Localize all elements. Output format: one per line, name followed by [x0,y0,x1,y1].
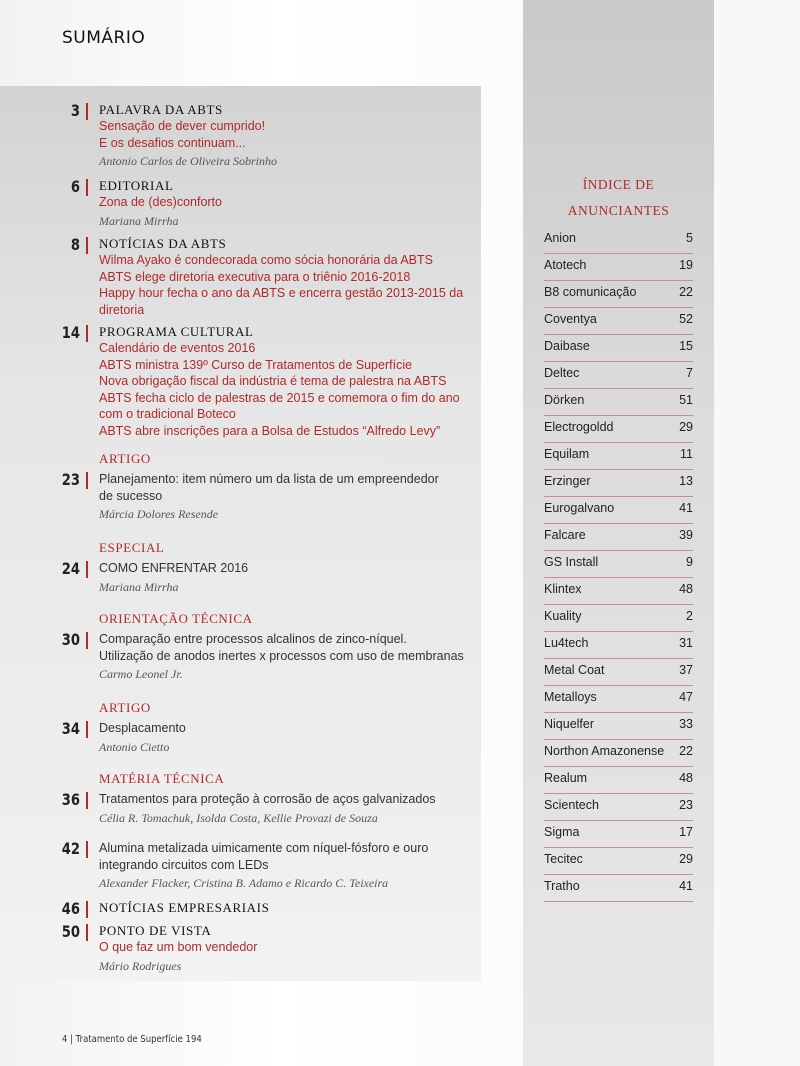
advertiser-row[interactable] [544,523,693,551]
advertiser-page: 22 [679,285,693,299]
toc-page-number: 30 [61,630,80,649]
toc-author: Célia R. Tomachuk, Isolda Costa, Kellie Provazi de Souza [99,810,378,825]
toc-author: Alexander Flacker, Cristina B. Adamo e Ricardo C. Teixeira [99,876,389,890]
advertiser-name: Daibase [544,339,590,353]
advertiser-name: Anion [544,231,576,245]
toc-entry-body [99,324,474,439]
advertiser-page: 23 [679,798,693,812]
page-title: SUMÁRIO [62,28,146,48]
toc-article-title[interactable]: integrando circuitos com LEDs [99,857,269,872]
toc-article-title[interactable]: Comparação entre processos alcalinos de zinco-níquel. [99,632,407,646]
toc-page-number: 46 [61,899,80,918]
advertiser-page: 33 [679,717,693,731]
advertiser-row[interactable] [544,415,693,443]
toc-divider-bar [86,632,88,649]
advertiser-page: 31 [679,636,693,650]
advertiser-row[interactable] [544,820,693,848]
advertiser-row[interactable] [544,361,693,389]
advertiser-name: Deltec [544,366,580,380]
toc-divider-bar [86,237,88,254]
toc-page-number: 14 [61,323,80,342]
advertiser-page: 47 [679,690,693,704]
advertisers-title-line: ÍNDICE DE [582,177,655,192]
toc-divider-bar [86,901,88,918]
advertiser-row[interactable] [544,793,693,821]
toc-section-heading: ESPECIAL [99,540,165,555]
toc-article-title[interactable]: Calendário de eventos 2016 [99,341,256,355]
advertiser-row[interactable] [544,847,693,875]
advertiser-row[interactable] [544,685,693,713]
advertiser-name: Metalloys [544,690,597,704]
toc-section-heading: PALAVRA DA ABTS [99,102,223,117]
advertiser-name: Metal Coat [544,663,605,677]
toc-article-title[interactable]: Tratamentos para proteção à corrosão de aços galvanizados [99,792,436,806]
advertiser-row[interactable] [544,631,693,659]
advertiser-name: Eurogalvano [544,501,615,515]
toc-section-heading: NOTÍCIAS DA ABTS [99,236,227,251]
toc-entry-body [99,700,474,756]
advertiser-name: Falcare [544,528,586,542]
toc-section-heading: EDITORIAL [99,178,174,193]
toc-page-number: 24 [61,559,80,578]
advertiser-page: 41 [679,501,693,515]
advertiser-name: Electrogoldd [544,420,614,434]
advertiser-row[interactable] [544,469,693,497]
toc-entry-body [99,771,474,827]
toc-author: Antonio Carlos de Oliveira Sobrinho [99,154,277,168]
toc-author: Márcia Dolores Resende [99,507,219,521]
toc-page-number: 50 [61,922,80,941]
toc-author: Mariana Mirrha [99,213,179,228]
advertiser-page: 29 [679,852,693,866]
toc-article-title[interactable]: ABTS ministra 139º Curso de Tratamentos de Superfície [99,357,413,372]
advertiser-row[interactable] [544,604,693,632]
advertiser-row[interactable] [544,550,693,578]
toc-entry-body [99,236,474,318]
advertiser-row[interactable] [544,712,693,740]
toc-author: Mariana Mirrha [99,579,179,594]
toc-entry-body [99,102,474,170]
toc-entry-body [99,451,474,523]
toc-entry-body [99,840,474,892]
advertiser-name: Northon Amazonense [544,744,665,758]
toc-page-number: 34 [61,719,80,738]
toc-article-title[interactable]: ABTS elege diretoria executiva para o triênio 2016-2018 [99,269,411,284]
advertiser-name: Niquelfer [544,717,595,731]
advertisers-index-title [523,172,714,224]
toc-article-title[interactable]: E os desafios continuam... [99,135,246,150]
toc-divider-bar [86,841,88,858]
advertiser-row[interactable] [544,388,693,416]
advertiser-page: 7 [686,366,693,380]
advertiser-name: Scientech [544,798,599,812]
toc-article-title[interactable]: ABTS abre inscrições para a Bolsa de Estudos “Alfredo Levy” [99,423,441,438]
toc-page-number: 8 [70,235,80,254]
toc-section-heading: ORIENTAÇÃO TÉCNICA [99,611,253,626]
toc-page-number: 36 [61,790,80,809]
advertiser-row[interactable] [544,280,693,308]
toc-divider-bar [86,792,88,809]
advertiser-page: 2 [686,609,693,623]
advertiser-row[interactable] [544,496,693,524]
toc-section-heading: NOTÍCIAS EMPRESARIAIS [99,900,270,915]
advertiser-row[interactable] [544,577,693,605]
toc-section-heading: PROGRAMA CULTURAL [99,324,254,339]
toc-article-title[interactable]: diretoria [99,302,145,317]
advertiser-name: Klintex [544,582,582,596]
advertiser-page: 13 [679,474,693,488]
advertiser-name: Kuality [544,609,582,623]
advertiser-name: Tecitec [544,852,583,866]
toc-article-title[interactable]: de sucesso [99,488,163,503]
toc-article-title[interactable]: com o tradicional Boteco [99,407,236,421]
advertiser-page: 39 [679,528,693,542]
toc-article-title[interactable]: O que faz um bom vendedor [99,940,258,954]
toc-article-title[interactable]: Alumina metalizada uimicamente com níquel-fósforo e ouro [99,841,429,855]
toc-page-number: 23 [61,470,80,489]
advertiser-page: 37 [679,663,693,677]
advertiser-row[interactable] [544,226,693,254]
toc-author: Antonio Cietto [99,739,170,754]
toc-article-title[interactable]: Planejamento: item número um da lista de um empreendedor [99,472,439,486]
toc-author: Mário Rodrigues [99,958,182,973]
advertiser-name: Erzinger [544,474,591,488]
toc-page-number: 42 [61,839,80,858]
advertiser-row[interactable] [544,739,693,767]
advertiser-row[interactable] [544,307,693,335]
toc-divider-bar [86,472,88,489]
advertiser-name: Coventya [544,312,597,326]
advertiser-page: 5 [686,231,693,245]
advertiser-row[interactable] [544,442,693,470]
toc-section-heading: MATÉRIA TÉCNICA [99,771,225,786]
toc-article-title[interactable]: Desplacamento [99,721,186,735]
advertiser-page: 48 [679,582,693,596]
toc-entry-body [99,540,474,596]
advertiser-page: 19 [679,258,693,272]
toc-divider-bar [86,721,88,738]
advertiser-page: 52 [679,312,693,326]
toc-article-title[interactable]: Zona de (des)conforto [99,195,222,209]
toc-divider-bar [86,179,88,196]
advertiser-name: Equilam [544,447,590,461]
advertiser-page: 17 [679,825,693,839]
toc-article-title[interactable]: ABTS fecha ciclo de palestras de 2015 e comemora o fim do ano [99,390,460,405]
toc-article-title[interactable]: Wilma Ayako é condecorada como sócia honorária da ABTS [99,253,433,267]
advertiser-page: 15 [679,339,693,353]
toc-divider-bar [86,103,88,120]
advertiser-name: Realum [544,771,588,785]
advertiser-page: 41 [679,879,693,893]
advertiser-name: Dörken [544,393,585,407]
advertiser-page: 11 [680,447,693,461]
advertiser-name: Atotech [544,258,587,272]
advertiser-name: Lu4tech [544,636,589,650]
advertiser-name: Tratho [544,879,580,893]
toc-article-title[interactable]: Nova obrigação fiscal da indústria é tema de palestra na ABTS [99,374,447,388]
toc-section-heading: ARTIGO [99,700,151,715]
advertiser-page: 9 [686,555,693,569]
toc-article-title[interactable]: COMO ENFRENTAR 2016 [99,561,249,575]
toc-article-title[interactable]: Utilização de anodos inertes x processos com uso de membranas [99,648,464,663]
advertiser-row[interactable] [544,874,693,902]
page-footer: 4 | Tratamento de Superfície 194 [62,1034,202,1045]
toc-page-number: 3 [70,101,80,120]
toc-article-title[interactable]: Happy hour fecha o ano da ABTS e encerra gestão 2013-2015 da [99,286,464,300]
toc-article-title[interactable]: Sensação de dever cumprido! [99,119,266,133]
advertiser-row[interactable] [544,766,693,794]
advertiser-page: 22 [679,744,693,758]
advertiser-page: 48 [679,771,693,785]
advertisers-title-line: ANUNCIANTES [567,203,670,218]
toc-section-heading: ARTIGO [99,451,151,466]
toc-entry-body [99,178,474,230]
toc-author: Carmo Leonel Jr. [99,667,183,681]
advertiser-page: 51 [679,393,693,407]
advertiser-page: 29 [679,420,693,434]
toc-entry-body [99,923,474,975]
toc-divider-bar [86,325,88,342]
advertiser-row[interactable] [544,334,693,362]
toc-entry-body [99,900,474,916]
advertiser-name: Sigma [544,825,580,839]
toc-section-heading: PONTO DE VISTA [99,923,212,938]
advertiser-name: B8 comunicação [544,285,637,299]
toc-page-number: 6 [70,177,80,196]
advertiser-row[interactable] [544,658,693,686]
toc-divider-bar [86,924,88,941]
toc-entry-body [99,611,474,683]
toc-divider-bar [86,561,88,578]
advertiser-name: GS Install [544,555,599,569]
advertiser-row[interactable] [544,253,693,281]
